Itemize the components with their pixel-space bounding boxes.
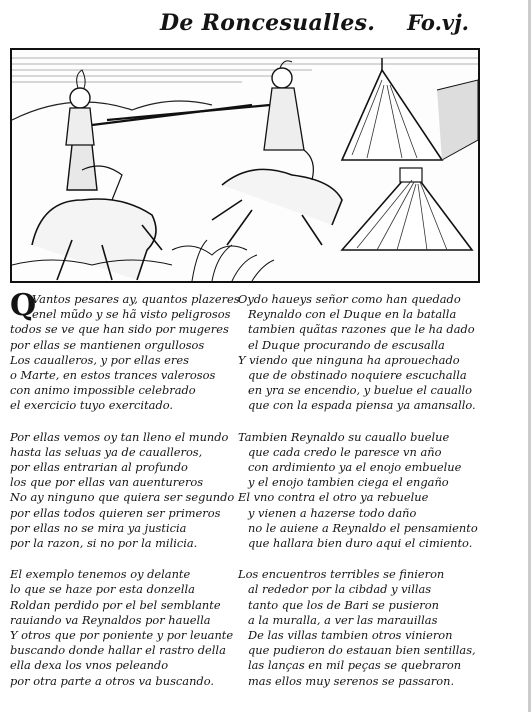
verse-line: en yra se encendio, y buelue el cauallo bbox=[248, 383, 472, 398]
verse-line: El vno contra el otro ya rebuelue bbox=[238, 490, 429, 505]
verse-line: rauiando va Reynaldos por hauella bbox=[10, 612, 211, 627]
left-stanza-2 bbox=[10, 429, 235, 552]
verse-line: los que por ellas van auentureros bbox=[10, 475, 204, 490]
verse-line: por ellas se mantienen orgullosos bbox=[10, 337, 205, 352]
knight-left-icon bbox=[32, 70, 252, 280]
verse-line: no le auiene a Reynaldo el pensamiento bbox=[248, 520, 478, 535]
verse-line: por la razon, si no por la milicia. bbox=[10, 536, 198, 551]
verse-line: enel mũdo y se hã visto peligrosos bbox=[32, 307, 231, 322]
verse-line: que cada credo le paresce vn año bbox=[248, 444, 442, 459]
verse-line: por ellas entrarian al profundo bbox=[10, 460, 188, 475]
verse-line: Los caualleros, y por ellas eres bbox=[10, 352, 189, 367]
running-header bbox=[0, 6, 531, 40]
verse-line: y el enojo tambien ciega el engaño bbox=[248, 475, 449, 490]
verse-line: al rededor por la cibdad y villas bbox=[248, 582, 432, 597]
left-stanza-1 bbox=[10, 288, 240, 414]
running-title: De Roncesualles. bbox=[160, 10, 376, 36]
verse-line: las lanças en mil peças se quebraron bbox=[248, 658, 462, 673]
verse-line: con ardimiento ya el enojo embuelue bbox=[248, 460, 462, 475]
tent-lower-icon bbox=[342, 168, 472, 250]
verse-line: y vienen a hazerse todo daño bbox=[248, 505, 417, 520]
verse-line: todos se ve que han sido por mugeres bbox=[10, 322, 229, 337]
right-stanza-1 bbox=[238, 292, 478, 414]
verse-line: hasta las seluas ya de caualleros, bbox=[10, 444, 203, 459]
verse-line: De las villas tambien otros vinieron bbox=[248, 628, 453, 643]
right-stanza-2 bbox=[238, 430, 478, 552]
verse-line: Roldan perdido por el bel semblante bbox=[10, 597, 221, 612]
verse-line: Por ellas vemos oy tan lleno el mundo bbox=[10, 429, 229, 444]
verse-line: que pudieron do estauan bien sentillas, bbox=[248, 643, 476, 658]
verse-line: Los encuentros terribles se finieron bbox=[238, 567, 445, 582]
verse-line: Y viendo que ninguna ha aprouechado bbox=[238, 352, 460, 367]
drop-initial: Q bbox=[10, 288, 37, 323]
verse-line: a la muralla, a ver las marauillas bbox=[248, 612, 438, 627]
verse-line: tanto que los de Bari se pusieron bbox=[248, 597, 439, 612]
verse-line: por otra parte a otros va buscando. bbox=[10, 673, 214, 688]
verse-line: Tambien Reynaldo su cauallo buelue bbox=[238, 429, 450, 444]
verse-line: lo que se haze por esta donzella bbox=[10, 582, 195, 597]
verse-line: Vantos pesares ay, quantos plazeres bbox=[32, 292, 240, 306]
verse-line: buscando donde hallar el rastro della bbox=[10, 643, 226, 658]
right-text-column bbox=[238, 292, 478, 705]
verse-line: No ay ninguno que quiera ser segundo bbox=[10, 490, 235, 505]
woodcut-illustration-icon bbox=[10, 48, 480, 283]
right-stanza-3 bbox=[238, 567, 478, 689]
verse-line: que de obstinado noquiere escuchalla bbox=[248, 368, 467, 383]
verse-line: el Duque procurando de escusalla bbox=[248, 337, 445, 352]
verse-line: que hallara bien duro aqui el cimiento. bbox=[248, 536, 473, 551]
left-text-column bbox=[10, 288, 240, 705]
left-stanza-3 bbox=[10, 567, 232, 689]
verse-line: tambien quãtas razones que le ha dado bbox=[248, 322, 475, 337]
verse-line: que con la espada piensa ya amansallo. bbox=[248, 398, 476, 413]
verse-line: mas ellos muy serenos se passaron. bbox=[248, 673, 455, 688]
verse-line: con animo impossible celebrado bbox=[10, 383, 196, 398]
verse-line: el exercicio tuyo exercitado. bbox=[10, 398, 174, 413]
verse-line: ella dexa los vnos peleando bbox=[10, 658, 169, 673]
verse-line: Oydo haueys señor como han quedado bbox=[238, 292, 461, 306]
verse-line: Y otros que por poniente y por leuante bbox=[10, 628, 234, 643]
verse-line: por ellas todos quieren ser primeros bbox=[10, 505, 221, 520]
verse-line: El exemplo tenemos oy delante bbox=[10, 567, 191, 582]
verse-line: por ellas no se mira ya justicia bbox=[10, 520, 187, 535]
tent-upper-icon bbox=[342, 58, 478, 160]
hill-left bbox=[12, 101, 212, 120]
folio-number: Fo.vj. bbox=[407, 10, 469, 35]
verse-line: o Marte, en estos trances valerosos bbox=[10, 368, 216, 383]
verse-line: Reynaldo con el Duque en la batalla bbox=[248, 307, 457, 322]
woodcut-drawing bbox=[12, 50, 478, 281]
